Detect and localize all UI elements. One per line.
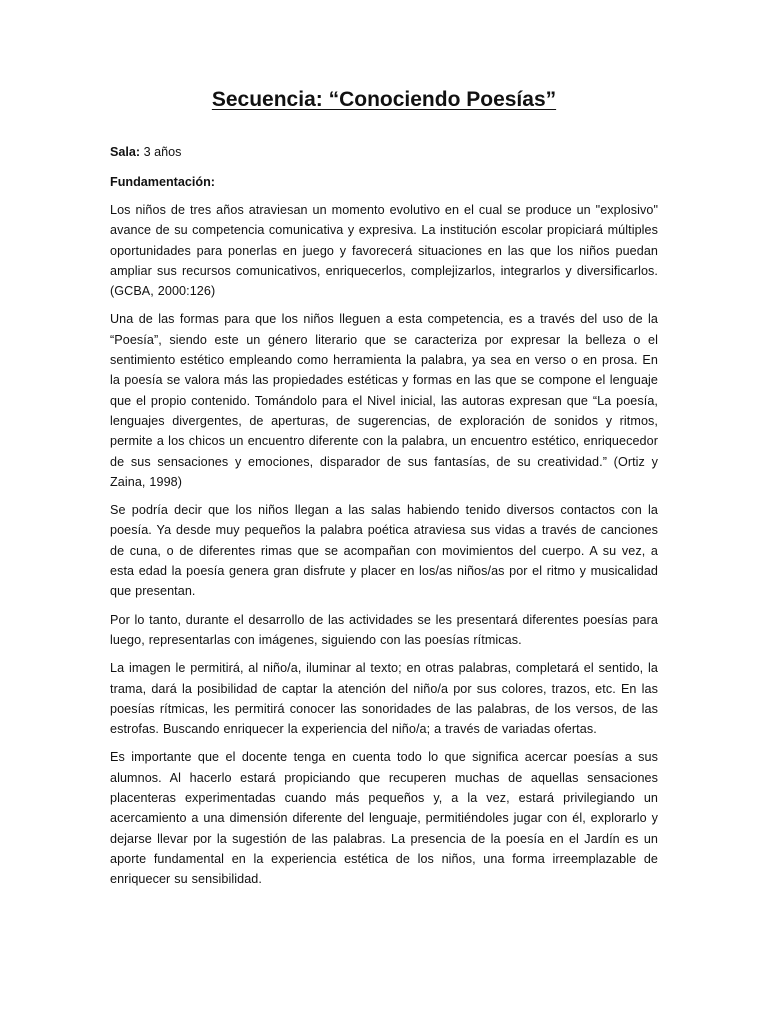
sala-value: 3 años <box>143 145 182 159</box>
document-page <box>110 0 658 1024</box>
document-body <box>110 200 658 898</box>
body-paragraph-4: Por lo tanto, durante el desarrollo de las actividades se les presentará diferentes poesías para luego, representarlas con imágenes, siguiendo con las poesías rítmicas. <box>110 612 658 647</box>
body-paragraph-1: Los niños de tres años atraviesan un momento evolutivo en el cual se produce un "explosivo" avance de su competencia comunicativa y expresiva. La institución escolar propiciará múltiples oportunidades para ponerlas en juego y favorecerá situaciones en las que los niños puedan ampliar sus recursos comunicativos, enriquecerlos, complejizarlos, integrarlos y diversificarlos. (GCBA, 2000:126) <box>110 203 658 299</box>
document-title <box>110 86 658 114</box>
body-paragraph-5: La imagen le permitirá, al niño/a, iluminar al texto; en otras palabras, completará el sentido, la trama, dará la posibilidad de captar la atención del niño/a por sus colores, trazos, etc. En las poesías rítmicas, les permitirá conocer las sonoridades de las palabras, de los versos, de las estrofas. Buscando enriquecer la experiencia del niño/a; a través de variadas ofertas. <box>110 661 658 737</box>
document-title-text: Secuencia: “Conociendo Poesías” <box>211 88 557 111</box>
body-paragraph-3: Se podría decir que los niños llegan a las salas habiendo tenido diversos contactos con la poesía. Ya desde muy pequeños la palabra poética atraviesa sus vidas a través de canciones de cuna, o de diferentes rimas que se acompañan con movimientos del cuerpo. A su vez, a esta edad la poesía genera gran disfrute y placer en los/as niños/as por el ritmo y musicalidad que presentan. <box>110 503 658 599</box>
body-paragraph-2: Una de las formas para que los niños lleguen a esta competencia, es a través del uso de la “Poesía”, siendo este un género literario que se caracteriza por expresar la belleza o el sentimiento estético empleando como herramienta la palabra, ya sea en verso o en prosa. En la poesía se valora más las propiedades estéticas y formas en las que se compone el lenguaje que el propio contenido. Tomándolo para el Nivel inicial, las autoras expresan que “La poesía, lenguajes divergentes, de aperturas, de sugerencias, de exploración de sonidos y ritmos, permite a los chicos un encuentro diferente con la palabra, un encuentro estético, enriquecedor de sus sensaciones y emociones, disparador de sus fantasías, de su creatividad.” (Ortiz y Zaina, 1998) <box>110 312 658 489</box>
body-paragraph-6: Es importante que el docente tenga en cuenta todo lo que significa acercar poesías a sus alumnos. Al hacerlo estará propiciando que recuperen muchas de aquellas sensaciones placenteras experimentadas cuando más pequeños y, a la vez, estará privilegiando un acercamiento a una dimensión diferente del lenguaje, permitiéndoles jugar con él, explorarlo y dejarse llevar por la sugestión de las palabras. La presencia de la poesía en el Jardín es un aporte fundamental en la experiencia estética de los niños, una forma irreemplazable de enriquecer su sensibilidad. <box>110 750 658 887</box>
sala-label: Sala: <box>110 145 141 159</box>
fundamentacion-heading: Fundamentación: <box>110 175 215 189</box>
sala-line <box>110 142 658 162</box>
